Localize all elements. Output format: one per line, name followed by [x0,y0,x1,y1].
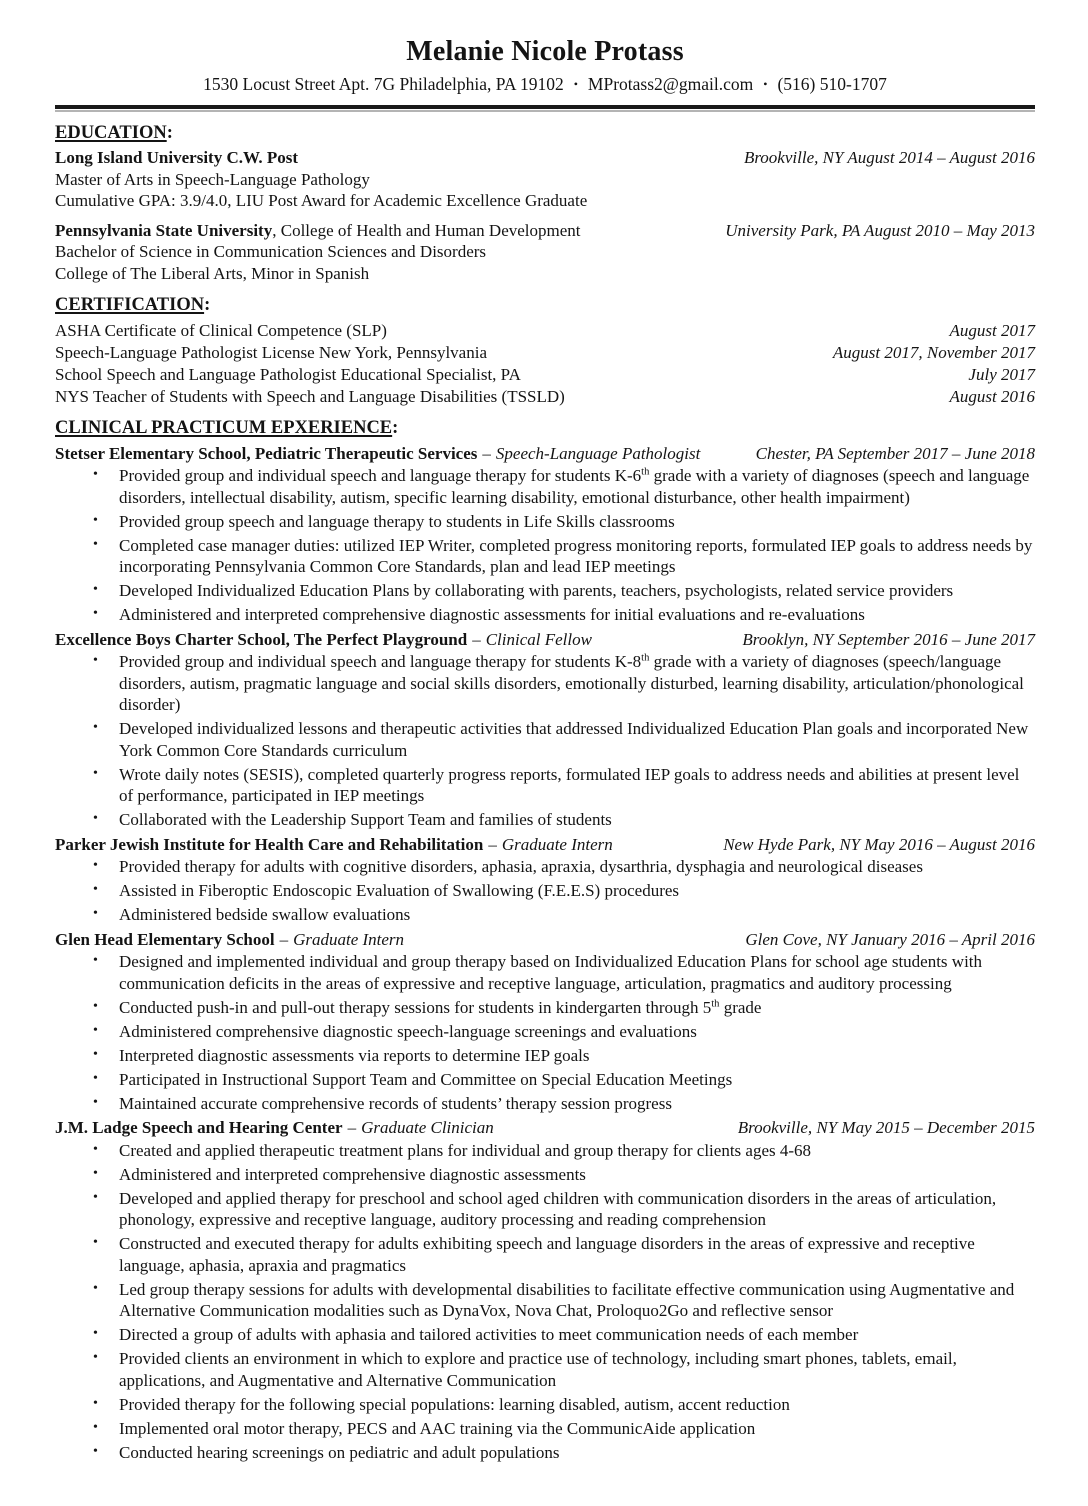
bullet-text: Administered comprehensive diagnostic speech-language screenings and evaluations [119,1021,697,1041]
college-line: College of The Liberal Arts, Minor in Spanish [55,263,370,283]
dash-separator: – [482,443,491,463]
employer-name: J.M. Ladge Speech and Hearing Center [55,1118,343,1137]
bullet-text: Created and applied therapeutic treatment plans for individual and group therapy for clients ages 4-68 [119,1140,812,1160]
bullet-separator: • [763,77,768,91]
employer-title [55,1117,494,1139]
location-date: Brookville, NY August 2014 – August 2016 [743,148,1035,167]
role-title: Clinical Fellow [485,629,592,649]
certification-label: ASHA Certificate of Clinical Competence (SLP) [55,320,387,340]
role-title: Speech-Language Pathologist [495,443,701,463]
bullet-text: Administered and interpreted comprehensive diagnostic assessments [119,1164,586,1184]
location-date: New Hyde Park, NY May 2016 – August 2016 [723,834,1035,854]
certification-date: August 2016 [949,386,1035,406]
bullet-item [55,1021,1035,1043]
bullet-item [55,856,1035,878]
certification-date: August 2017, November 2017 [832,342,1035,362]
gpa-line: Cumulative GPA: 3.9/4.0, LIU Post Award for Academic Excellence Graduate [55,191,588,210]
bullet-text: Developed Individualized Education Plans by collaborating with parents, teachers, psychologists, related service providers [119,581,954,600]
certification-heading-text: CERTIFICATION [55,295,205,315]
bullet-item [55,1045,1035,1067]
employer-title [55,443,700,465]
certification-label: NYS Teacher of Students with Speech and Language Disabilities (TSSLD) [55,386,565,406]
dash-separator: – [488,834,497,854]
bullet-item [55,904,1035,926]
bullet-text: Collaborated with the Leadership Support Team and families of students [119,810,612,829]
bullet-item [55,1164,1035,1186]
heading-colon: : [204,295,211,315]
email: MProtass2@gmail.com [587,74,754,94]
bullet-text: Developed individualized lessons and therapeutic activities that addressed Individualized Education Plan goals and incorporated New York Common Core Standards curriculum [119,719,1029,760]
certification-row [55,386,1035,408]
role-title: Graduate Intern [501,834,613,854]
bullet-text: Maintained accurate comprehensive records of students’ therapy session progress [119,1093,672,1113]
school-title [55,147,298,169]
certification-heading [55,295,1035,317]
bullet-item [55,1093,1035,1115]
bullet-text: Administered and interpreted comprehensive diagnostic assessments for initial evaluations and re-evaluations [119,605,865,624]
bullet-item [55,1418,1035,1440]
bullet-item [55,718,1035,761]
bullet-item [55,535,1035,578]
bullet-text: Participated in Instructional Support Team and Committee on Special Education Meetings [119,1069,733,1089]
employer-name: Stetser Elementary School, Pediatric Therapeutic Services [55,443,478,463]
experience-entry [55,1117,1035,1463]
bullet-text: Conducted hearing screenings on pediatric and adult populations [119,1442,560,1462]
bullet-item [55,1442,1035,1464]
phone: (516) 510-1707 [777,74,887,94]
bullet-text: Provided clients an environment in which to explore and practice use of technology, including smart phones, tablets, email, applications, and Augmentative and Alternative Communication [119,1349,957,1390]
bullet-item [55,951,1035,994]
bullet-item [55,1324,1035,1346]
degree-line: Bachelor of Science in Communication Sciences and Disorders [55,242,487,261]
bullet-text: Designed and implemented individual and group therapy based on Individualized Education Plans for school age students with communication deficits in the areas of expressive and receptive language, articulation, pragmatics and auditory processing [119,952,983,993]
bullet-item [55,465,1035,508]
bullet-text: Assisted in Fiberoptic Endoscopic Evaluation of Swallowing (F.E.E.S) procedures [119,881,680,900]
location-date: Chester, PA September 2017 – June 2018 [755,443,1035,463]
bullet-list [55,856,1035,926]
bullet-text: Interpreted diagnostic assessments via reports to determine IEP goals [119,1045,590,1065]
experience-title-row [55,443,1035,465]
bullet-list [55,465,1035,626]
bullet-item [55,604,1035,626]
bullet-item [55,511,1035,533]
experience-section [55,418,1035,1463]
resume-header [55,36,1035,112]
bullet-item [55,764,1035,807]
employer-name: Glen Head Elementary School [55,929,275,949]
certification-date: August 2017 [949,320,1035,340]
experience-entry [55,629,1035,831]
experience-title-row [55,629,1035,651]
contact-line [55,74,1035,96]
dash-separator: – [279,929,289,949]
employer-title [55,834,613,856]
ordinal-superscript: th [711,997,720,1009]
school-title [55,220,581,242]
bullet-item [55,651,1035,716]
location-date: University Park, PA August 2010 – May 2013 [725,220,1035,240]
bullet-text: Provided group and individual speech and language therapy for students K-8 [119,652,642,671]
bullet-item [55,1348,1035,1391]
bullet-text: Administered bedside swallow evaluations [119,905,411,924]
bullet-text: grade [719,997,762,1017]
employer-name: Parker Jewish Institute for Health Care and Rehabilitation [55,834,484,854]
bullet-text: Provided therapy for the following special populations: learning disabled, autism, accent reduction [119,1394,790,1414]
bullet-item [55,809,1035,831]
bullet-text: Developed and applied therapy for preschool and school aged children with communication disorders in the areas of articulation, phonology, expressive and receptive language, auditory processing and reading comprehension [119,1188,997,1229]
heading-colon: : [392,418,399,438]
bullet-item [55,1279,1035,1322]
dash-separator: – [472,629,481,649]
employer-name: Excellence Boys Charter School, The Perfect Playground [55,629,468,649]
location-date: Glen Cove, NY January 2016 – April 2016 [745,929,1035,949]
bullet-separator: • [573,77,578,91]
address: 1530 Locust Street Apt. 7G Philadelphia, PA 19102 [203,74,564,94]
certification-label: Speech-Language Pathologist License New York, Pennsylvania [55,342,487,362]
person-name: Melanie Nicole Protass [406,36,684,67]
experience-title-row [55,929,1035,951]
education-heading [55,123,1035,145]
certification-label: School Speech and Language Pathologist Educational Specialist, PA [55,364,521,384]
bullet-text: Provided group and individual speech and language therapy for students K-6 [119,466,642,485]
degree-line: Master of Arts in Speech-Language Pathology [55,169,370,189]
education-entry [55,220,1035,285]
certification-row [55,320,1035,342]
bullet-text: Implemented oral motor therapy, PECS and AAC training via the CommunicAide application [119,1418,756,1438]
certification-section [55,295,1035,407]
experience-title-row [55,834,1035,856]
bullet-text: grade with a variety of diagnoses (speech/language disorders, autism, pragmatic language and social skills disorders, emotionally disturbed, learning disability, articulation/phonological disorder) [119,652,1024,714]
ordinal-superscript: th [641,466,650,478]
education-title-row [55,147,1035,169]
employer-title [55,929,404,951]
horizontal-rule-shadow [55,110,1035,112]
employer-title [55,629,592,651]
horizontal-rule [55,105,1035,109]
bullet-item [55,580,1035,602]
bullet-text: Conducted push-in and pull-out therapy sessions for students in kindergarten through 5 [119,997,712,1017]
bullet-item [55,997,1035,1019]
bullet-item [55,1188,1035,1231]
bullet-text: Constructed and executed therapy for adults exhibiting speech and language disorders in the areas of expressive and receptive language, aphasia, apraxia and pragmatics [119,1234,975,1275]
role-title: Graduate Clinician [361,1118,494,1137]
bullet-text: grade with a variety of diagnoses (speech and language disorders, intellectual disability, autism, specific learning disability, emotional disturbance, other health impairment) [119,466,1030,507]
experience-entry [55,834,1035,926]
bullet-text: Directed a group of adults with aphasia and tailored activities to meet communication needs of each member [119,1325,859,1344]
bullet-item [55,880,1035,902]
bullet-text: Provided therapy for adults with cognitive disorders, aphasia, apraxia, dysarthria, dysphagia and neurological diseases [119,857,923,876]
certification-row [55,342,1035,364]
experience-heading-text: CLINICAL PRACTICUM EPXERIENCE [55,418,393,438]
school-name: Long Island University C.W. Post [55,148,299,167]
ordinal-superscript: th [641,652,650,664]
bullet-item [55,1069,1035,1091]
bullet-list [55,951,1035,1114]
location-date: Brookville, NY May 2015 – December 2015 [737,1118,1035,1137]
experience-entry [55,443,1035,626]
bullet-list [55,651,1035,831]
bullet-item [55,1394,1035,1416]
education-heading-text: EDUCATION [55,122,167,143]
certification-date: July 2017 [968,364,1035,384]
experience-entry [55,929,1035,1115]
experience-title-row [55,1117,1035,1139]
experience-heading [55,418,1035,440]
bullet-text: Provided group speech and language therapy to students in Life Skills classrooms [119,511,675,531]
bullet-list [55,1140,1035,1464]
education-entry [55,147,1035,212]
bullet-text: Wrote daily notes (SESIS), completed quarterly progress reports, formulated IEP goals to address needs and abilities at present level of performance, participated in IEP meetings [119,764,1020,805]
location-date: Brooklyn, NY September 2016 – June 2017 [742,629,1035,649]
education-section [55,123,1035,285]
certification-row [55,364,1035,386]
heading-colon: : [166,122,173,143]
bullet-item [55,1233,1035,1276]
school-name: Pennsylvania State University [55,220,273,240]
school-name-rest: , College of Health and Human Development [272,220,581,240]
bullet-text: Led group therapy sessions for adults with developmental disabilities to facilitate effective communication using Augmentative and Alternative Communication modalities such as DynaVox, Nova Chat, Proloquo2Go and reflective sensor [119,1279,1015,1320]
dash-separator: – [347,1118,357,1137]
education-title-row [55,220,1035,242]
role-title: Graduate Intern [293,929,405,949]
bullet-item [55,1140,1035,1162]
bullet-text: Completed case manager duties: utilized IEP Writer, completed progress monitoring reports, formulated IEP goals to address needs by incorporating Pennsylvania Common Core Standards, plan and lead IEP meetings [119,535,1033,576]
